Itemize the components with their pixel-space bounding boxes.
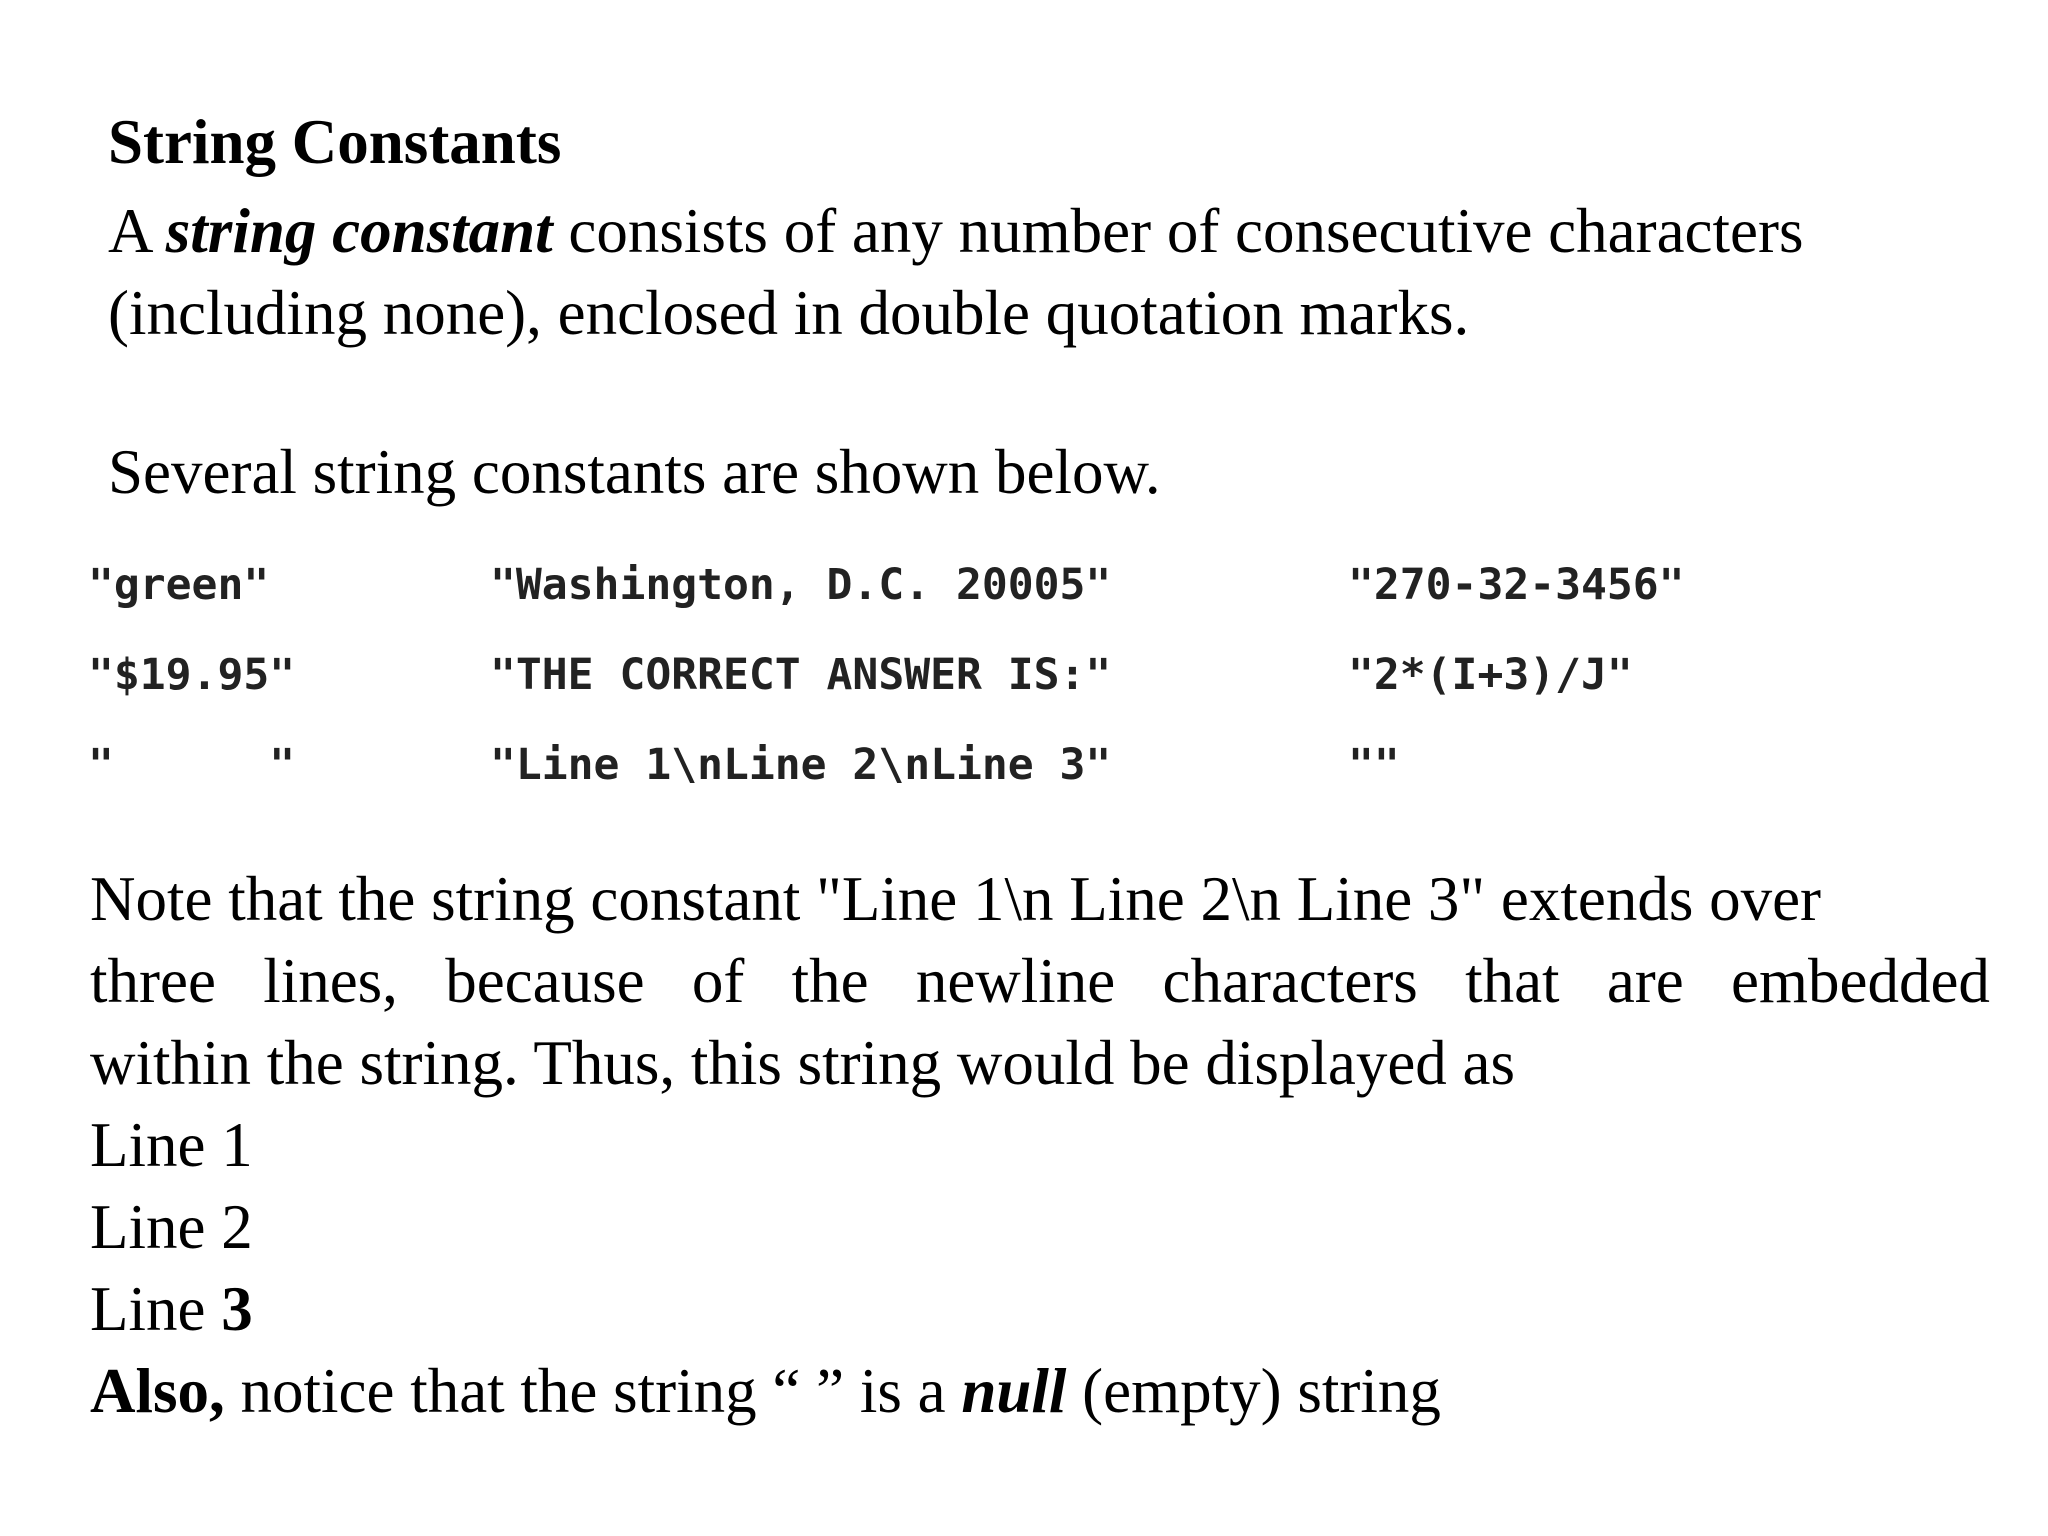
intro-line-2: (including none), enclosed in double quotation marks. [108, 278, 1470, 348]
example-washington: "Washington, D.C. 20005" [490, 560, 1112, 610]
example-price: "$19.95" [88, 650, 296, 700]
examples-row-1 [88, 555, 1685, 615]
several-text: Several string constants are shown below. [108, 437, 1161, 507]
note-word: because [445, 946, 645, 1016]
note-word: that [1465, 946, 1560, 1016]
note-word: of [691, 946, 745, 1016]
note-word: embedded [1731, 946, 1990, 1016]
null-term: null [961, 1356, 1067, 1426]
examples-row-3 [88, 735, 1400, 795]
display-line-3-prefix: Line [90, 1274, 222, 1344]
also-line [90, 1350, 1990, 1432]
slide-title: String Constants [108, 107, 562, 177]
intro-line-1 [108, 190, 2028, 272]
intro-prefix: A [108, 196, 166, 266]
note-word: characters [1162, 946, 1418, 1016]
intro-paragraph [108, 190, 2028, 354]
note-word: newline [915, 946, 1116, 1016]
also-label: Also, [90, 1356, 225, 1426]
display-line-1: Line 1 [90, 1110, 253, 1180]
note-word: the [791, 946, 869, 1016]
example-null-string: "" [1348, 740, 1400, 790]
note-word: three [90, 946, 216, 1016]
also-text-2: (empty) string [1066, 1356, 1441, 1426]
example-green: "green" [88, 560, 270, 610]
note-line-2 [90, 940, 1990, 1022]
example-ssn: "270-32-3456" [1348, 560, 1685, 610]
intro-term: string constant [165, 196, 553, 266]
note-paragraph [90, 858, 1990, 1432]
note-line-3: within the string. Thus, this string would be displayed as [90, 1028, 1516, 1098]
also-text-1: notice that the string “ ” is a [224, 1356, 962, 1426]
example-multiline: "Line 1\nLine 2\nLine 3" [490, 740, 1112, 790]
example-expression: "2*(I+3)/J" [1348, 650, 1633, 700]
examples-row-2 [88, 645, 1633, 705]
example-blank-spaces: " " [88, 740, 296, 790]
display-line-3 [90, 1268, 1990, 1350]
note-word: are [1606, 946, 1684, 1016]
intro-suffix: consists of any number of consecutive characters [552, 196, 1804, 266]
example-correct-answer: "THE CORRECT ANSWER IS:" [490, 650, 1112, 700]
display-line-3-number: 3 [221, 1274, 253, 1344]
note-word: lines, [263, 946, 398, 1016]
display-line-2: Line 2 [90, 1192, 253, 1262]
note-line-1: Note that the string constant "Line 1\n Line 2\n Line 3" extends over [90, 864, 1822, 934]
